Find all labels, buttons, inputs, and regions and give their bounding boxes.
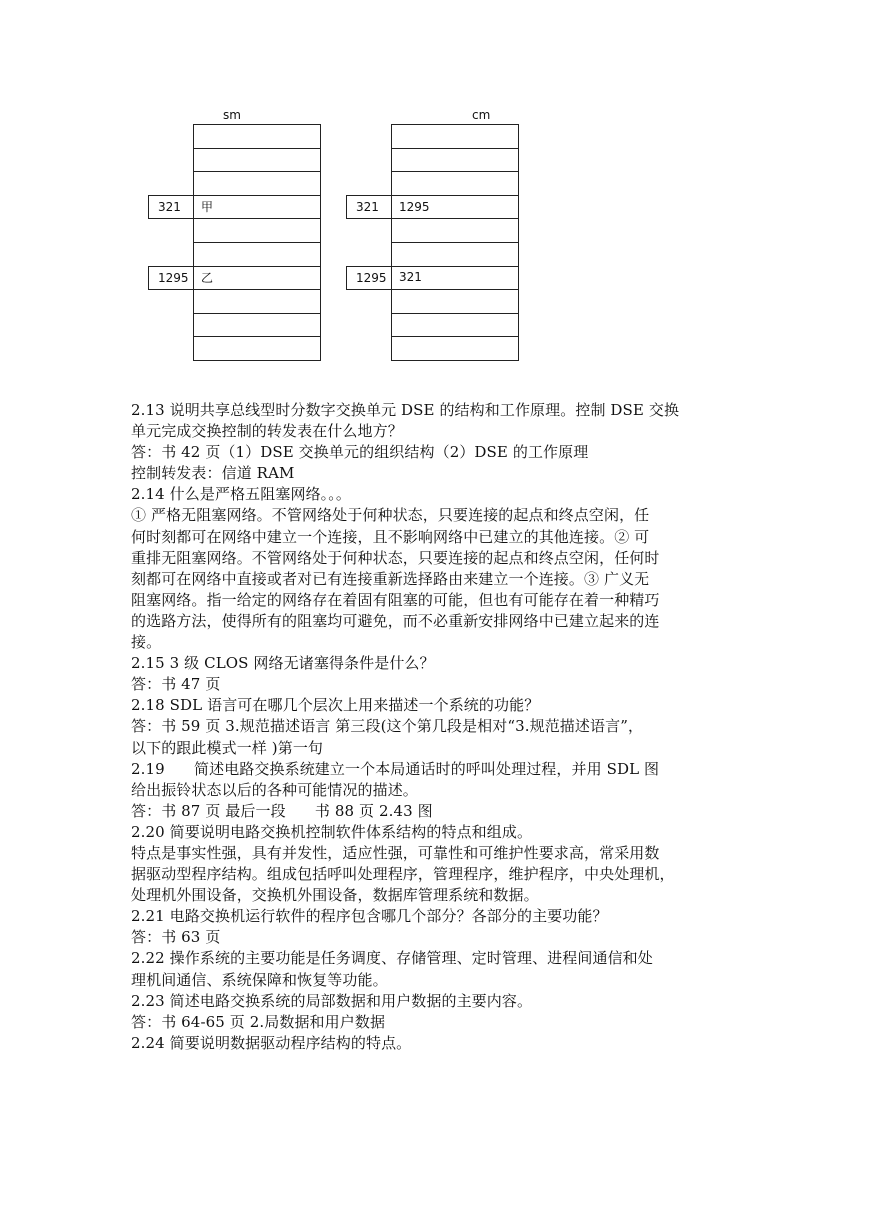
text-line: 接。 (131, 633, 162, 652)
text-line: ① 严格无阻塞网络。不管网络处于何种状态，只要连接的起点和终点空闲，任 (131, 506, 650, 525)
text-line: 以下的跟此模式一样 )第一句 (131, 738, 324, 757)
cm-cell-value (391, 242, 519, 266)
sm-cell-value (193, 289, 321, 313)
text-line: 2.15 3 级 CLOS 网络无诸塞得条件是什么？ (131, 654, 435, 673)
sm-cell-value (193, 218, 321, 242)
sm-cell-value: 甲 (201, 200, 214, 215)
text-line: 2.24 简要说明数据驱动程序结构的特点。 (131, 1033, 412, 1052)
cm-cell-value (391, 289, 519, 313)
text-line: 的选路方法，使得所有的阻塞均可避免，而不必重新安排网络中已建立起来的连 (131, 611, 660, 630)
text-line: 据驱动型程序结构。组成包括呼叫处理程序，管理程序，维护程序，中央处理机， (131, 865, 675, 884)
text-line: 控制转发表：信道 RAM (131, 464, 295, 483)
text-line: 理机间通信、系统保障和恢复等功能。 (131, 970, 388, 989)
text-line: 2.22 操作系统的主要功能是任务调度、存储管理、定时管理、进程间通信和处 (131, 949, 653, 968)
text-line: 给出振铃状态以后的各种可能情况的描述。 (131, 780, 418, 799)
text-line: 答：书 59 页 3.规范描述语言 第三段(这个第几段是相对“3.规范描述语言”， (131, 717, 644, 736)
sm-cell-value (193, 124, 321, 148)
text-line: 2.18 SDL 语言可在哪几个层次上用来描述一个系统的功能？ (131, 696, 540, 715)
cm-address-label: 1295 (346, 266, 391, 291)
text-line: 答：书 47 页 (131, 675, 221, 694)
text-line: 特点是事实性强，具有并发性，适应性强，可靠性和可维护性要求高，常采用数 (131, 843, 660, 862)
text-line: 2.13 说明共享总线型时分数字交换单元 DSE 的结构和工作原理。控制 DSE 交换 (131, 401, 680, 419)
sm-title: sm (223, 108, 241, 122)
text-line: 何时刻都可在网络中建立一个连接，且不影响网络中已建立的其他连接。② 可 (131, 527, 650, 546)
text-line: 单元完成交换控制的转发表在什么地方？ (131, 422, 403, 441)
sm-address-label: 321 (148, 195, 193, 220)
sm-cell-value (193, 242, 321, 266)
cm-cell-value (391, 148, 519, 172)
sm-cell-value (193, 336, 321, 360)
text-line: 答：书 64-65 页 2.局数据和用户数据 (131, 1012, 386, 1031)
sm-address-label: 1295 (148, 266, 193, 291)
cm-address-label: 321 (346, 195, 391, 220)
cm-cell-value (391, 171, 519, 195)
cm-cell-value: 321 (399, 270, 422, 285)
document-body (131, 400, 743, 1054)
text-line: 刻都可在网络中直接或者对已有连接重新选择路由来建立一个连接。③ 广义无 (131, 569, 650, 588)
sm-cell-value (193, 148, 321, 172)
text-line: 重排无阻塞网络。不管网络处于何种状态，只要连接的起点和终点空闲，任何时 (131, 548, 660, 567)
cm-cell-value (391, 218, 519, 242)
cm-title: cm (472, 108, 491, 122)
sm-cell-value (193, 171, 321, 195)
text-line: 2.21 电路交换机运行软件的程序包含哪几个部分？各部分的主要功能？ (131, 907, 608, 926)
text-line: 答：书 87 页 最后一段 书 88 页 2.43 图 (131, 801, 433, 820)
cm-cell-value (391, 124, 519, 148)
text-line: 2.23 简述电路交换系统的局部数据和用户数据的主要内容。 (131, 991, 533, 1010)
text-line: 2.19 简述电路交换系统建立一个本局通话时的呼叫处理过程，并用 SDL 图 (131, 759, 660, 778)
text-line: 答：书 63 页 (131, 928, 221, 947)
sm-cell-value: 乙 (201, 270, 214, 285)
text-line: 2.20 简要说明电路交换机控制软件体系结构的特点和组成。 (131, 822, 533, 841)
cm-cell-value (391, 336, 519, 360)
sm-cell-value (193, 313, 321, 337)
text-line: 答：书 42 页（1）DSE 交换单元的组织结构（2）DSE 的工作原理 (131, 443, 589, 462)
cm-cell-value: 1295 (399, 199, 430, 214)
text-line: 处理机外围设备，交换机外围设备，数据库管理系统和数据。 (131, 886, 539, 905)
text-line: 2.14 什么是严格五阻塞网络。。。 (131, 485, 351, 504)
cm-cell-value (391, 313, 519, 337)
text-line: 阻塞网络。指一给定的网络存在着固有阻塞的可能，但也有可能存在着一种精巧 (131, 590, 660, 609)
